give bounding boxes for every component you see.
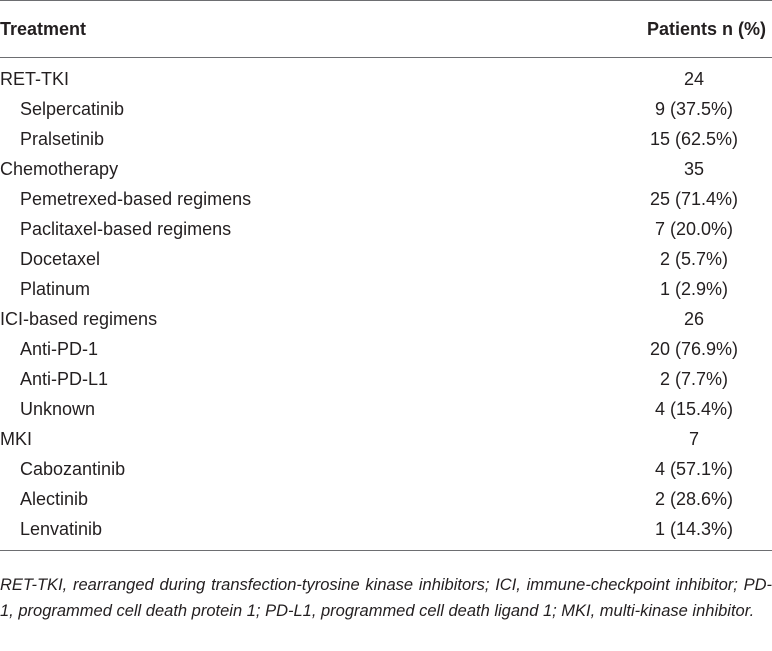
header-patients: Patients n (%) — [646, 18, 766, 39]
row-patients-value: 1 (14.3%) — [654, 518, 734, 539]
table-subrow — [0, 334, 772, 364]
table-group-row — [0, 64, 772, 94]
row-patients-value: 2 (28.6%) — [654, 488, 734, 509]
table-footnote: RET-TKI, rearranged during transfection-tyrosine kinase inhibitors; ICI, immune-checkpoint inhibitor; PD-1, programmed cell death protein 1; PD-L1, programmed cell death ligand 1; MKI, multi-kinase inhibitor. — [0, 576, 772, 620]
row-patients-value: 9 (37.5%) — [654, 98, 734, 119]
row-patients-value: 15 (62.5%) — [649, 128, 739, 149]
table-subrow — [0, 514, 772, 544]
row-treatment-label: Paclitaxel-based regimens — [20, 218, 232, 239]
row-patients-value: 2 (7.7%) — [659, 368, 729, 389]
row-patients-value: 7 (20.0%) — [654, 218, 734, 239]
table-group-row — [0, 424, 772, 454]
table-group-row — [0, 304, 772, 334]
table-subrow — [0, 214, 772, 244]
row-treatment-label: Docetaxel — [20, 248, 101, 269]
row-treatment-label: Lenvatinib — [20, 518, 103, 539]
table-group-row — [0, 154, 772, 184]
table-bottom-rule — [0, 550, 772, 551]
table-subrow — [0, 124, 772, 154]
row-patients-value: 24 — [683, 68, 705, 89]
row-treatment-label: Alectinib — [20, 488, 89, 509]
header-treatment: Treatment — [0, 18, 87, 39]
row-patients-value: 2 (5.7%) — [659, 248, 729, 269]
row-patients-value: 20 (76.9%) — [649, 338, 739, 359]
row-treatment-label: Anti-PD-1 — [20, 338, 99, 359]
table-subrow — [0, 364, 772, 394]
table-header-row — [0, 1, 772, 57]
row-patients-value: 35 — [683, 158, 705, 179]
row-treatment-label: Anti-PD-L1 — [20, 368, 109, 389]
row-treatment-label: Unknown — [20, 398, 96, 419]
row-patients-value: 25 (71.4%) — [649, 188, 739, 209]
table-subrow — [0, 94, 772, 124]
row-treatment-label: Selpercatinib — [20, 98, 125, 119]
row-treatment-label: Chemotherapy — [0, 158, 119, 179]
row-patients-value: 4 (15.4%) — [654, 398, 734, 419]
row-patients-value: 4 (57.1%) — [654, 458, 734, 479]
table-subrow — [0, 484, 772, 514]
row-treatment-label: MKI — [0, 428, 33, 449]
table-subrow — [0, 394, 772, 424]
table-subrow — [0, 184, 772, 214]
row-patients-value: 1 (2.9%) — [659, 278, 729, 299]
row-patients-value: 7 — [688, 428, 700, 449]
row-treatment-label: Platinum — [20, 278, 91, 299]
table-subrow — [0, 454, 772, 484]
row-treatment-label: RET-TKI — [0, 68, 70, 89]
row-treatment-label: Pralsetinib — [20, 128, 105, 149]
table-subrow — [0, 244, 772, 274]
row-patients-value: 26 — [683, 308, 705, 329]
table-body — [0, 58, 772, 550]
table-subrow — [0, 274, 772, 304]
row-treatment-label: ICI-based regimens — [0, 308, 158, 329]
row-treatment-label: Pemetrexed-based regimens — [20, 188, 252, 209]
row-treatment-label: Cabozantinib — [20, 458, 126, 479]
